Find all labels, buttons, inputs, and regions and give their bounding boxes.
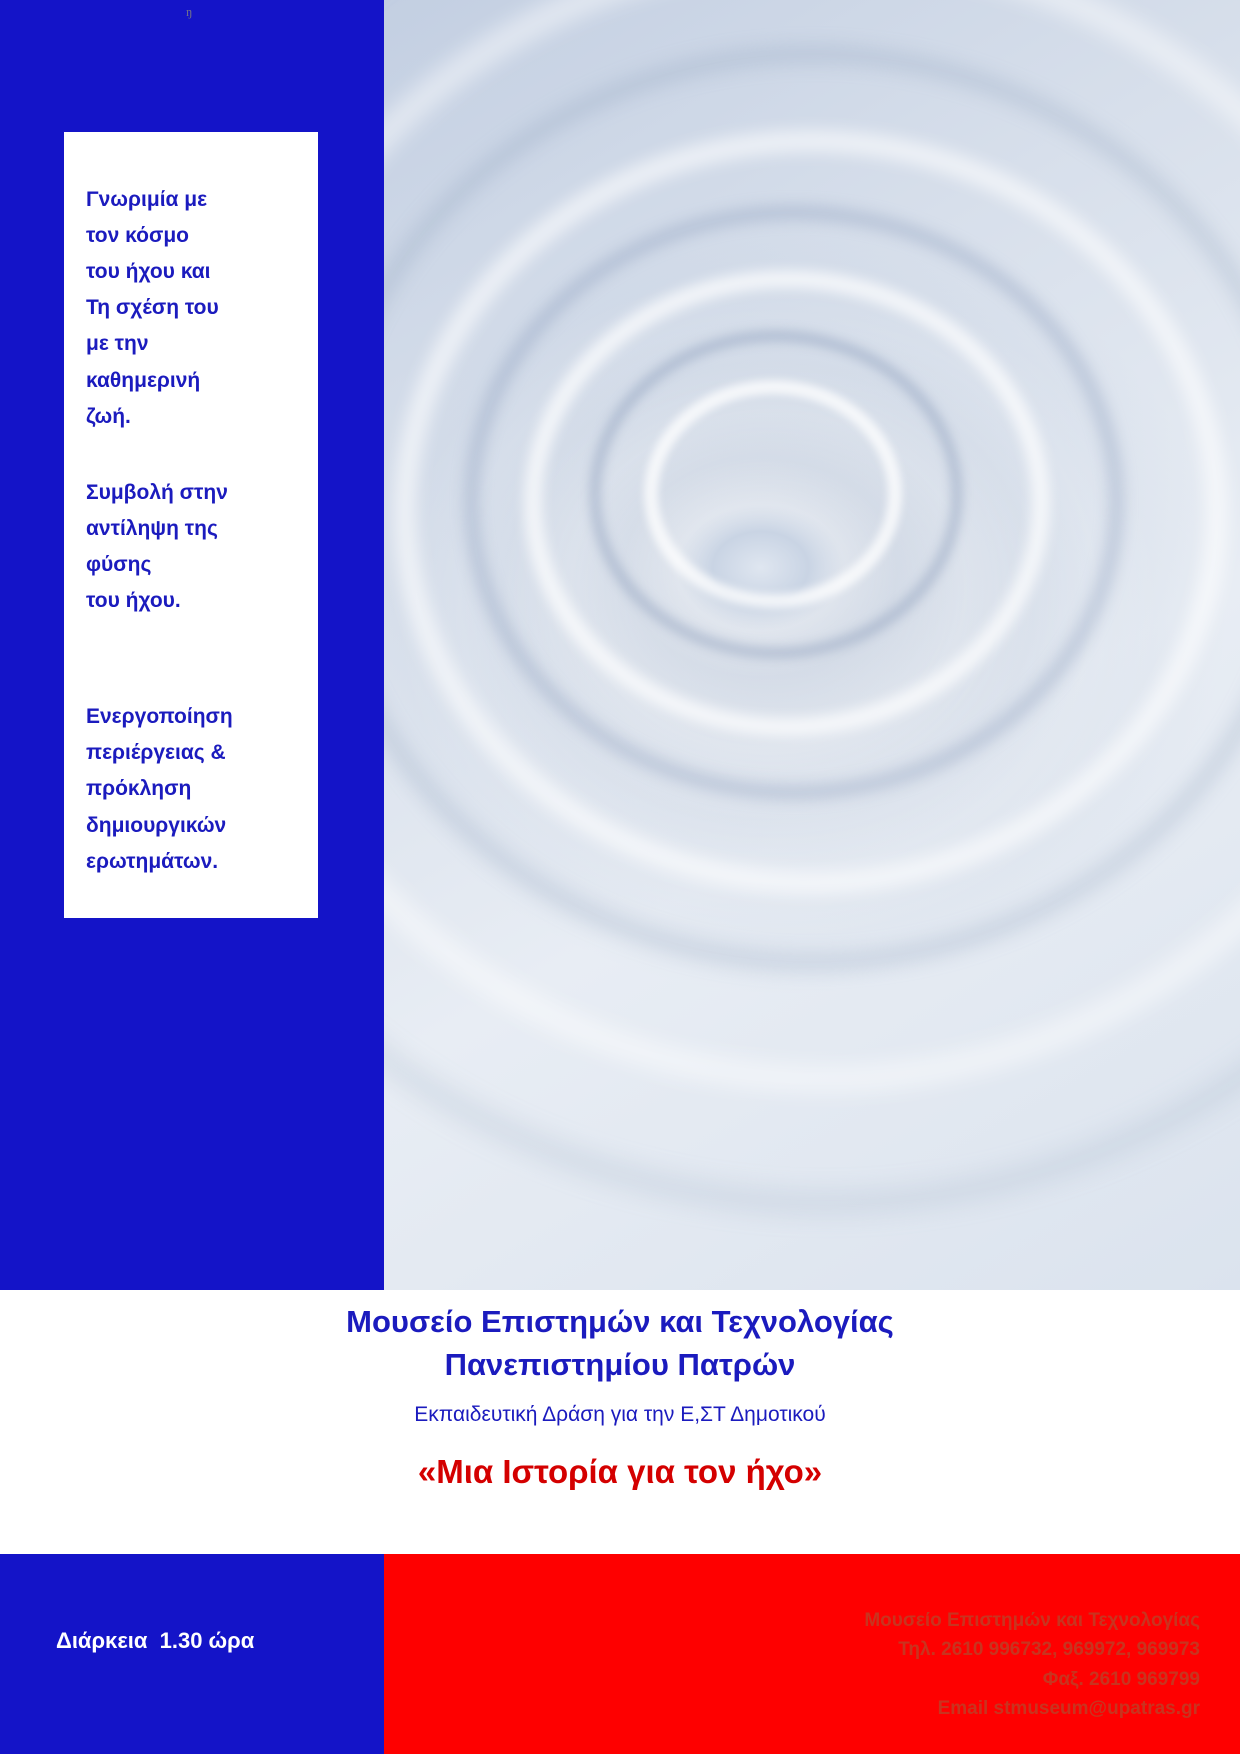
contact-fax: Φαξ. 2610 969799 (1042, 1668, 1200, 1690)
poster-footer (0, 1554, 1240, 1754)
callout-line: Τη σχέση του (86, 296, 219, 320)
callout-line: τον κόσμο (86, 224, 190, 248)
contact-name: Μουσείο Επιστημών και Τεχνολογίας (864, 1610, 1200, 1631)
callout-line: ερωτημάτων. (86, 849, 219, 873)
contact-email: Email stmuseum@upatras.gr (937, 1698, 1200, 1720)
stray-glyph: ŋ (186, 4, 193, 19)
callout-line: καθημερινή (86, 368, 201, 392)
museum-title (0, 1290, 1240, 1387)
callout-box (64, 132, 318, 918)
callout-line: του ήχου και (86, 260, 211, 284)
callout-paragraph-2 (86, 475, 296, 619)
callout-line: δημιουργικών (86, 813, 227, 837)
water-ripple-image (384, 0, 1240, 1290)
callout-line: ζωή. (86, 404, 131, 428)
callout-paragraph-1 (86, 182, 296, 435)
footer-blue-block (0, 1554, 384, 1754)
callout-line: Ενεργοποίηση (86, 705, 233, 729)
spacer (86, 619, 296, 699)
callout-line: πρόκληση (86, 777, 192, 801)
spacer (86, 435, 296, 475)
activity-subtitle: Εκπαιδευτική Δράση για την Ε,ΣΤ Δημοτικού (414, 1402, 826, 1426)
callout-line: περιέργειας & (86, 741, 226, 765)
duration-label: Διάρκεια 1.30 ώρα (56, 1628, 255, 1653)
callout-paragraph-3 (86, 699, 296, 880)
callout-line: Συμβολή στην (86, 480, 228, 504)
callout-line: του ήχου. (86, 589, 181, 613)
museum-title-line2: Πανεπιστημίου Πατρών (444, 1347, 796, 1383)
callout-line: αντίληψη της (86, 516, 218, 540)
callout-line: φύσης (86, 552, 152, 576)
contact-phone: Τηλ. 2610 996732, 969972, 969973 (898, 1639, 1200, 1661)
poster-middle-text (0, 1290, 1240, 1554)
callout-line: Γνωριμία με (86, 188, 208, 211)
program-title: «Μια Ιστορία για τον ήχο» (417, 1452, 823, 1490)
contact-block (864, 1606, 1200, 1724)
museum-title-line1: Μουσείο Επιστημών και Τεχνολογίας (346, 1304, 894, 1339)
callout-line: με την (86, 332, 149, 356)
